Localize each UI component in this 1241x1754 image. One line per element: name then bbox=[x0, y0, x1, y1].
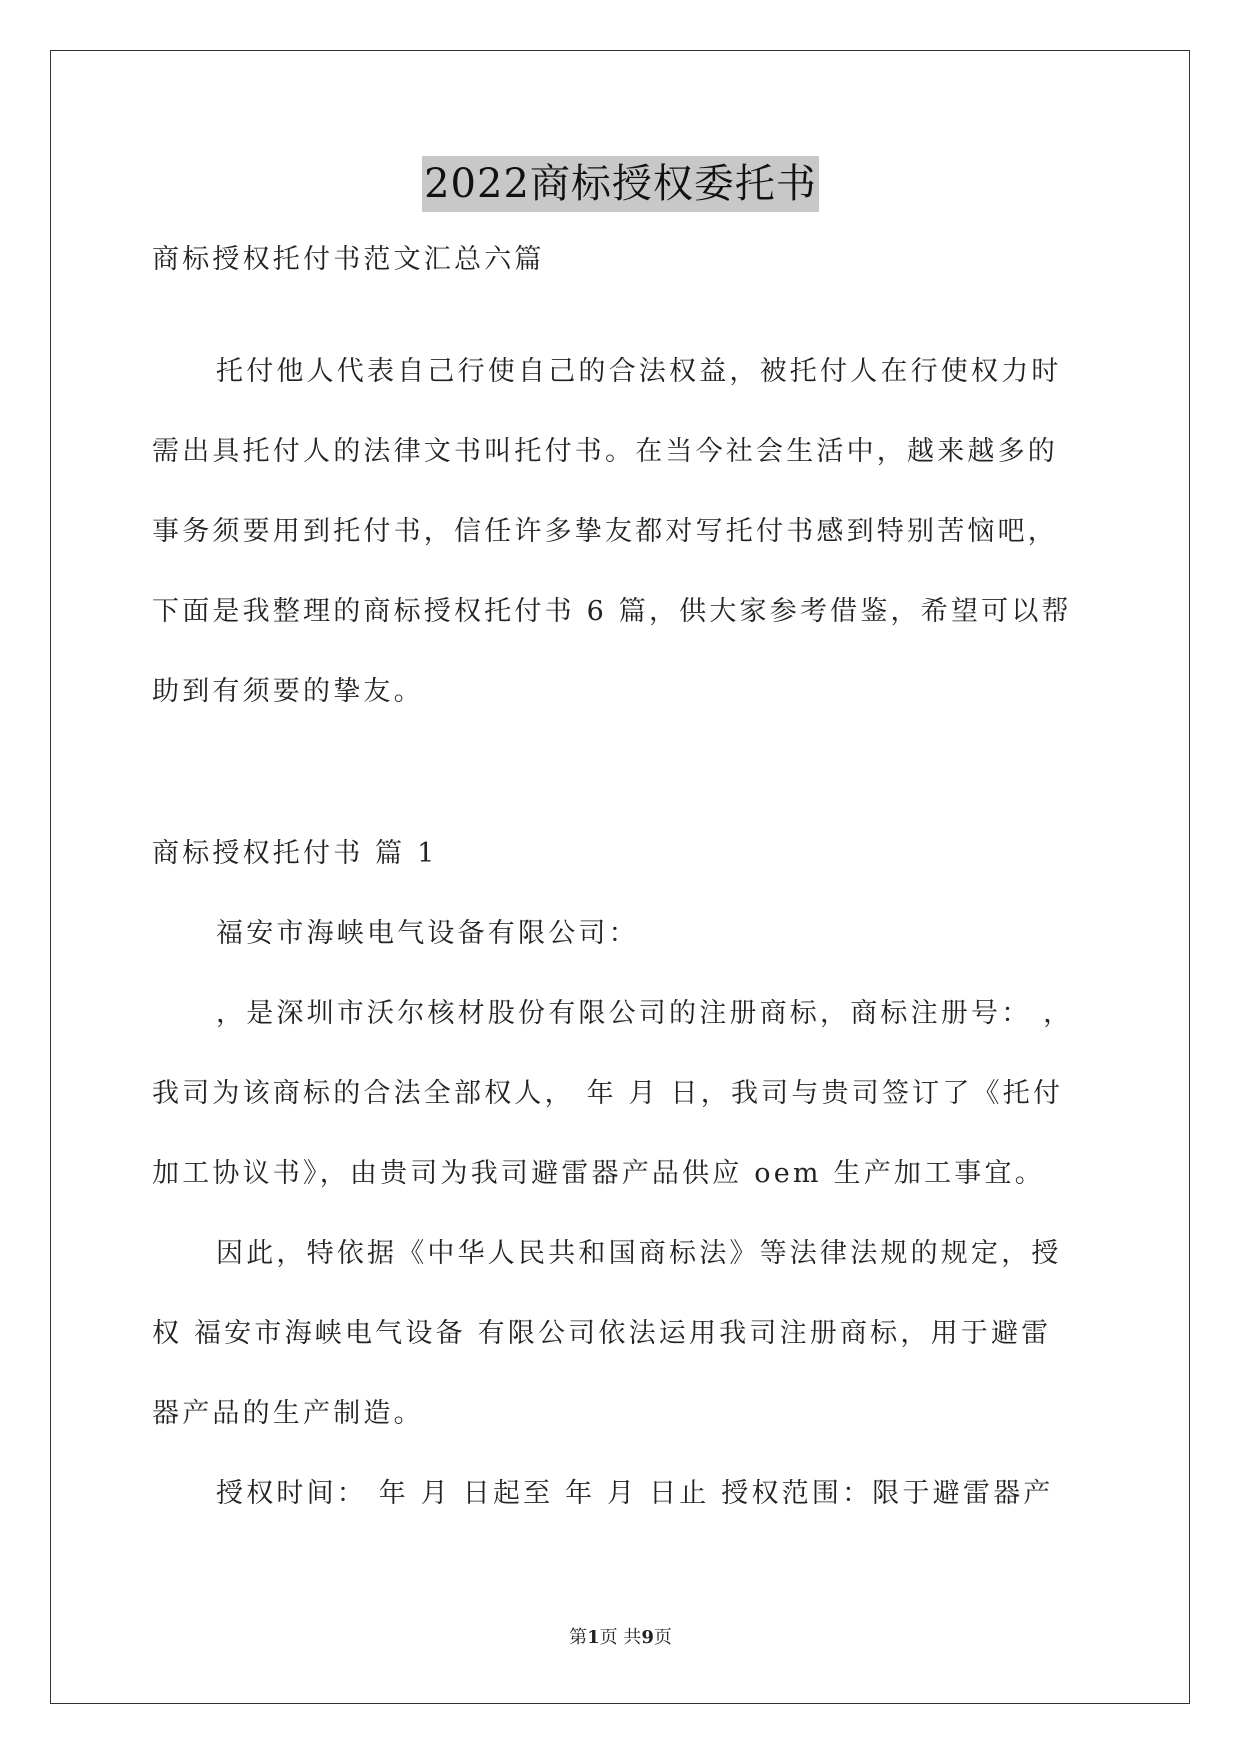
footer-middle: 页 共 bbox=[599, 1627, 642, 1648]
body-line: 器产品的生产制造。 bbox=[152, 1398, 424, 1429]
body-line: 商标授权托付书 篇 1 bbox=[152, 838, 438, 869]
body-line: 事务须要用到托付书，信任许多挚友都对写托付书感到特别苦恼吧， bbox=[152, 516, 1058, 547]
body-line: 下面是我整理的商标授权托付书 6 篇，供大家参考借鉴，希望可以帮 bbox=[152, 596, 1072, 627]
body-line: 福安市海峡电气设备有限公司： bbox=[216, 918, 639, 949]
body-line: 我司为该商标的合法全部权人， 年 月 日，我司与贵司签订了《托付 bbox=[152, 1078, 1064, 1109]
title-container bbox=[0, 156, 1241, 212]
body-line: 权 福安市海峡电气设备 有限公司依法运用我司注册商标，用于避雷 bbox=[152, 1318, 1052, 1349]
page-border bbox=[50, 50, 1190, 1704]
body-line: 加工协议书》，由贵司为我司避雷器产品供应 oem 生产加工事宜。 bbox=[152, 1158, 1045, 1189]
body-line: 授权时间： 年 月 日起至 年 月 日止 授权范围：限于避雷器产 bbox=[216, 1478, 1054, 1509]
footer-suffix: 页 bbox=[653, 1627, 672, 1648]
footer-prefix: 第 bbox=[569, 1627, 588, 1648]
footer-page-number: 1 bbox=[587, 1627, 600, 1648]
body-line: 需出具托付人的法律文书叫托付书。在当今社会生活中，越来越多的 bbox=[152, 436, 1058, 467]
body-line: ，是深圳市沃尔核材股份有限公司的注册商标，商标注册号： ， bbox=[216, 998, 1074, 1029]
body-line: 商标授权托付书范文汇总六篇 bbox=[152, 244, 545, 275]
footer-total-pages: 9 bbox=[641, 1627, 654, 1648]
body-line: 因此，特依据《中华人民共和国商标法》等法律法规的规定，授 bbox=[216, 1238, 1062, 1269]
document-title: 2022商标授权委托书 bbox=[422, 156, 819, 212]
body-line: 托付他人代表自己行使自己的合法权益，被托付人在行使权力时 bbox=[216, 356, 1062, 387]
page-footer bbox=[0, 1626, 1241, 1650]
body-line: 助到有须要的挚友。 bbox=[152, 676, 424, 707]
